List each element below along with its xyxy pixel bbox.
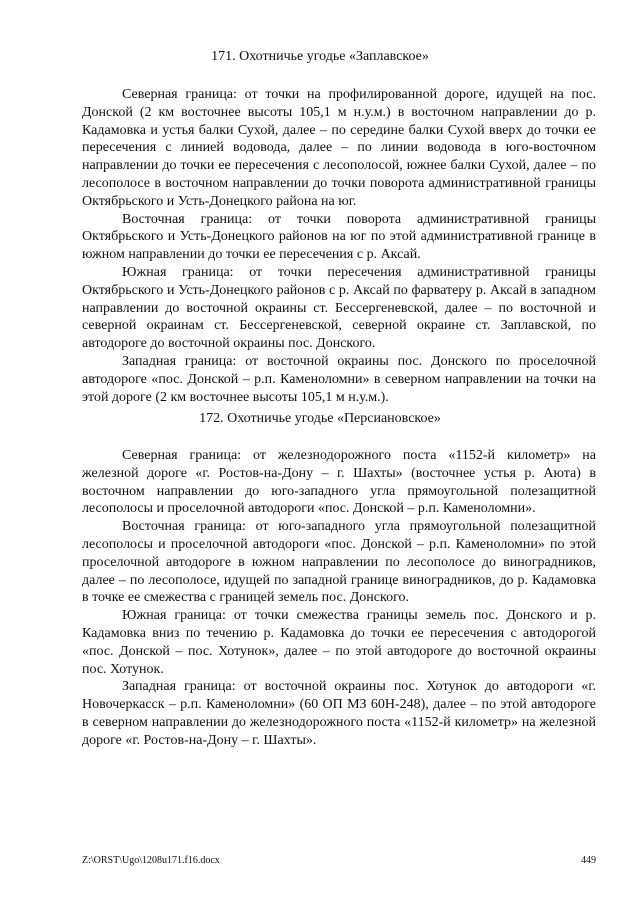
section-body-171 bbox=[82, 86, 596, 406]
footer-page-number: 449 bbox=[581, 855, 596, 866]
paragraph-west-border: Западная граница: от восточной окраины пос. Хотунок до автодороги «г. Новочеркасск – р.п. Каменоломни» (60 ОП МЗ 60Н-248), далее – по этой автодороге в северном направлении до железнодорожного поста «1152-й километр» на железной дороге «г. Ростов-на-Дону – г. Шахты». bbox=[82, 679, 596, 748]
paragraph-east-border: Восточная граница: от юго-западного угла прямоугольной полезащитной лесополосы и проселочной автодороги «пос. Донской – р.п. Каменоломни» по этой проселочной автодороге в южном направлении по лесополосе до виноградников, далее – по лесополосе, идущей по западной границе виноградников, до р. Кадамовка в точке ее смежества с границей земель пос. Донского. bbox=[82, 519, 596, 606]
section-title-171: 171. Охотничье угодье «Заплавское» bbox=[211, 49, 429, 64]
section-title-172: 172. Охотничье угодье «Персиановское» bbox=[199, 411, 441, 426]
paragraph-north-border: Северная граница: от точки на профилированной дороге, идущей на пос. Донской (2 км восточнее высоты 105,1 м н.у.м.) в восточном направлении до р. Кадамовка и устья балки Сухой, далее – по середине балки Сухой вверх до точки ее пересечения с линией водовода, далее – по линии водовода в юго-восточном направлении до точки ее пересечения с лесополосой, южнее балки Сухой, далее – по лесополосе в восточном направлении до точки поворота административной границы Октябрьского и Усть-Донецкого района на юг. bbox=[82, 87, 596, 209]
section-body-172 bbox=[82, 447, 596, 750]
paragraph-south-border: Южная граница: от точки пересечения административной границы Октябрьского и Усть-Донецкого районов с р. Аксай по фарватеру р. Аксай в западном направлении до восточной окраины ст. Бессергеневской, далее – по восточной и северной окраинам ст. Бессергеневской, северной окраине ст. Заплавской, по автодороге до восточной окраины пос. Донского. bbox=[82, 264, 596, 352]
footer-file-path: Z:\ORST\Ugo\1208u171.f16.docx bbox=[82, 855, 220, 866]
paragraph-east-border: Восточная граница: от точки поворота административной границы Октябрьского и Усть-Донецкого районов на юг по этой административной границе в южном направлении до точки ее пересечения с р. Аксай. bbox=[82, 211, 596, 263]
paragraph-west-border: Западная граница: от восточной окраины пос. Донского по проселочной автодороге «пос. Донской – р.п. Каменоломни» в северном направлении на точки на этой дороге (2 км восточнее высоты 105,1 м н.у.м.). bbox=[82, 353, 596, 405]
paragraph-north-border: Северная граница: от железнодорожного поста «1152-й километр» на железной дороге «г. Ростов-на-Дону – г. Шахты» (восточнее устья р. Аюта) в восточном направлении до юго-западного угла прямоугольной полезащитной лесополосы и проселочной автодороги «пос. Донской – р.п. Каменоломни». bbox=[82, 448, 596, 517]
paragraph-south-border: Южная граница: от точки смежества границы земель пос. Донского и р. Кадамовка вниз по течению р. Кадамовка до точки ее пересечения с автодорогой «пос. Донской – пос. Хотунок», далее – по этой автодороге до восточной окраины пос. Хотунок. bbox=[82, 608, 596, 677]
